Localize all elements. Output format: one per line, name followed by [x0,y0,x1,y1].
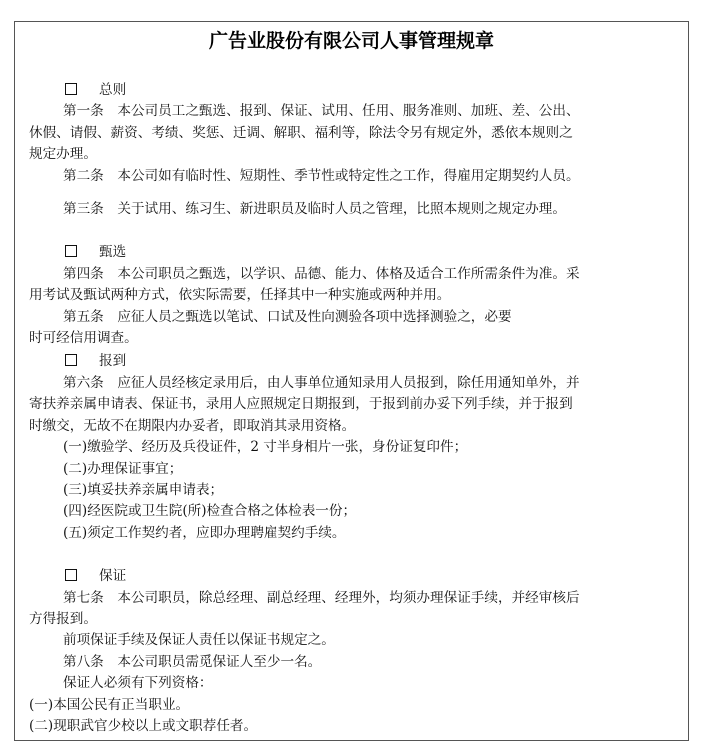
list-item: (四)经医院或卫生院(所)检查合格之体检表一份； [63,503,357,520]
article-7-cont: 方得报到。 [29,610,97,627]
article-7: 第七条 本公司职员，除总经理、副总经理、经理外，均须办理保证手续，并经审核后 [63,589,580,606]
checkbox-icon [65,569,77,581]
article-1: 第一条 本公司员工之甄选、报到、保证、试用、任用、服务准则、加班、差、公出、 [63,103,580,120]
article-6-cont: 时缴交，无故不在期限内办妥者，即取消其录用资格。 [29,417,356,434]
list-item: (三)填妥扶养亲属申请表； [63,481,224,498]
section-heading-report: 报到 [29,351,676,372]
article-4: 第四条 本公司职员之甄选，以学识、品德、能力、体格及适合工作所需条件为准。采 [63,265,580,282]
article-3: 第三条 关于试用、练习生、新进职员及临时人员之管理，比照本规则之规定办理。 [63,201,566,218]
article-1-cont: 规定办理。 [29,146,97,163]
section-heading-general: 总则 [29,80,676,101]
article-2: 第二条 本公司如有临时性、短期性、季节性或特定性之工作，得雇用定期契约人员。 [63,167,580,184]
checkbox-icon [65,354,77,366]
list-item: (五)须定工作契约者，应即办理聘雇契约手续。 [63,524,346,541]
paragraph: 保证人必须有下列资格： [63,675,213,692]
article-8: 第八条 本公司职员需觅保证人至少一名。 [63,653,322,670]
document-body [15,56,688,737]
paragraph: 前项保证手续及保证人责任以保证书规定之。 [63,632,335,649]
list-item: (二)现职武官少校以上或文职荐任者。 [29,717,258,734]
list-item: (一)缴验学、经历及兵役证件，2 寸半身相片一张，身份证复印件； [63,439,468,456]
article-6-cont: 寄扶养亲属申请表、保证书，录用人应照规定日期报到，于报到前办妥下列手续，并于报到 [29,396,573,413]
checkbox-icon [65,83,77,95]
article-5-cont: 时可经信用调查。 [29,330,138,347]
article-1-cont: 休假、请假、薪资、考绩、奖惩、迁调、解职、福利等，除法令另有规定外，悉依本规则之 [29,124,573,141]
article-4-cont: 用考试及甄试两种方式，依实际需要，任择其中一种实施或两种并用。 [29,287,451,304]
document-title: 广告业股份有限公司人事管理规章 [208,30,494,52]
section-heading-guarantee: 保证 [29,566,676,587]
list-item: (二)办理保证事宜； [63,460,183,477]
checkbox-icon [65,245,77,257]
article-5: 第五条 应征人员之甄选以笔试、口试及性向测验各项中选择测验之，必要 [63,308,512,325]
document-page [14,21,689,741]
article-6: 第六条 应征人员经核定录用后，由人事单位通知录用人员报到，除任用通知单外，并 [63,374,580,391]
list-item: (一)本国公民有正当职业。 [29,696,190,713]
section-heading-selection: 甄选 [29,242,676,263]
